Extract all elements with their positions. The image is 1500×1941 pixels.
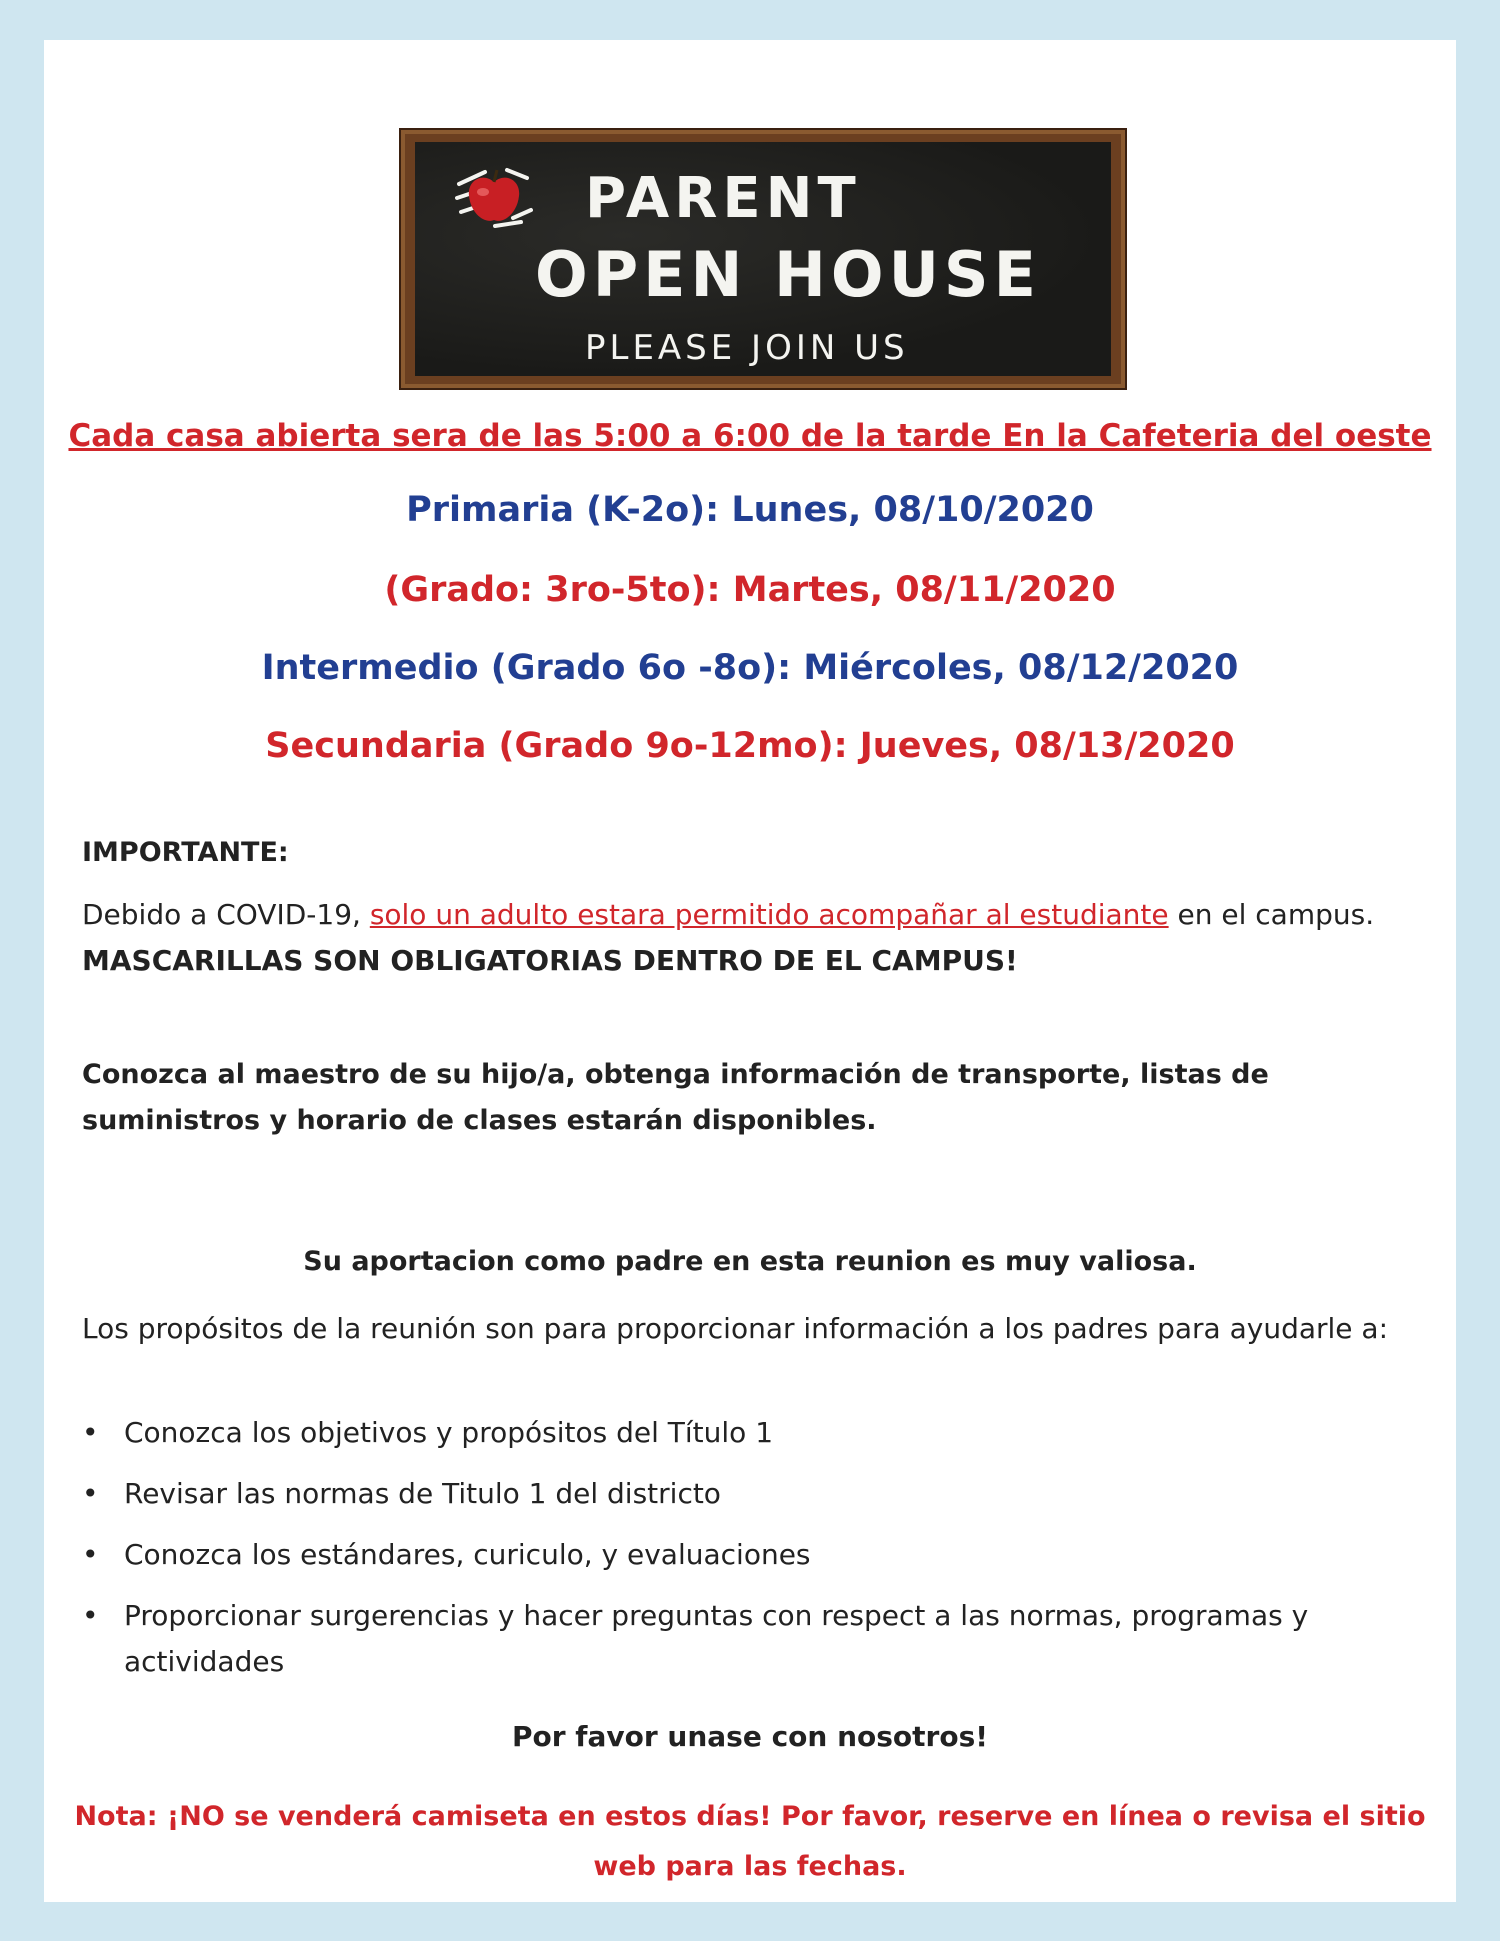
schedule-subtitle — [44, 418, 1456, 454]
list-item — [82, 1410, 1442, 1456]
banner-title-line2: OPEN HOUSE — [535, 238, 1041, 311]
list-item — [82, 1532, 1442, 1578]
open-house-banner — [399, 128, 1127, 390]
shirt-note — [44, 1792, 1456, 1892]
list-item-text: Revisar las normas de Titulo 1 del districto — [124, 1477, 721, 1510]
shirt-note-line2: web para las fechas. — [593, 1851, 907, 1882]
flyer-page — [44, 40, 1456, 1902]
join-us-line: Por favor unase con nosotros! — [511, 1720, 989, 1753]
list-item-text: Conozca los objetivos y propósitos del Título 1 — [124, 1416, 774, 1449]
teacher-info-paragraph: Conozca al maestro de su hijo/a, obtenga información de transporte, listas de suministros y horario de clases estarán disponibles. — [82, 1059, 1269, 1136]
covid-suffix: en el campus. — [1168, 898, 1375, 931]
schedule-line-primaria: Primaria (K-2o): Lunes, 08/10/2020 — [406, 490, 1094, 530]
schedule-line-secundaria: Secundaria (Grado 9o-12mo): Jueves, 08/13/2020 — [265, 726, 1235, 766]
apple-icon — [455, 164, 533, 232]
mask-notice: MASCARILLAS SON OBLIGATORIAS DENTRO DE EL CAMPUS! — [82, 944, 1018, 977]
aportacion-heading: Su aportacion como padre en esta reunion es muy valiosa. — [303, 1246, 1197, 1277]
covid-highlight: solo un adulto estara permitido acompañar al estudiante — [369, 898, 1169, 931]
important-label: IMPORTANTE: — [82, 837, 289, 868]
covid-prefix: Debido a COVID-19, — [82, 898, 370, 931]
bullet-icon: • — [82, 1477, 99, 1510]
schedule-line-intermedio: Intermedio (Grado 6o -8o): Miércoles, 08/12/2020 — [261, 648, 1239, 688]
list-item — [82, 1471, 1442, 1517]
bullet-icon: • — [82, 1416, 99, 1449]
subtitle-text: Cada casa abierta sera de las 5:00 a 6:00 de la tarde En la Cafeteria del oeste — [68, 418, 1432, 454]
covid-notice — [82, 892, 1442, 984]
list-item — [82, 1593, 1442, 1685]
purpose-list — [82, 1410, 1442, 1700]
shirt-note-line1: Nota: ¡NO se venderá camiseta en estos días! Por favor, reserve en línea o revisa el sitio — [74, 1801, 1426, 1832]
bullet-icon: • — [82, 1538, 99, 1571]
chalkboard — [415, 142, 1111, 376]
banner-title-line1: PARENT — [585, 166, 861, 231]
purpose-paragraph: Los propósitos de la reunión son para proporcionar información a los padres para ayudarle a: — [82, 1312, 1389, 1345]
bullet-icon: • — [82, 1599, 99, 1632]
schedule-line-grado-3-5: (Grado: 3ro-5to): Martes, 08/11/2020 — [384, 570, 1116, 610]
banner-tagline: PLEASE JOIN US — [585, 328, 909, 368]
list-item-text: Proporcionar surgerencias y hacer preguntas con respect a las normas, programas y actividades — [124, 1599, 1309, 1678]
list-item-text: Conozca los estándares, curiculo, y evaluaciones — [124, 1538, 811, 1571]
